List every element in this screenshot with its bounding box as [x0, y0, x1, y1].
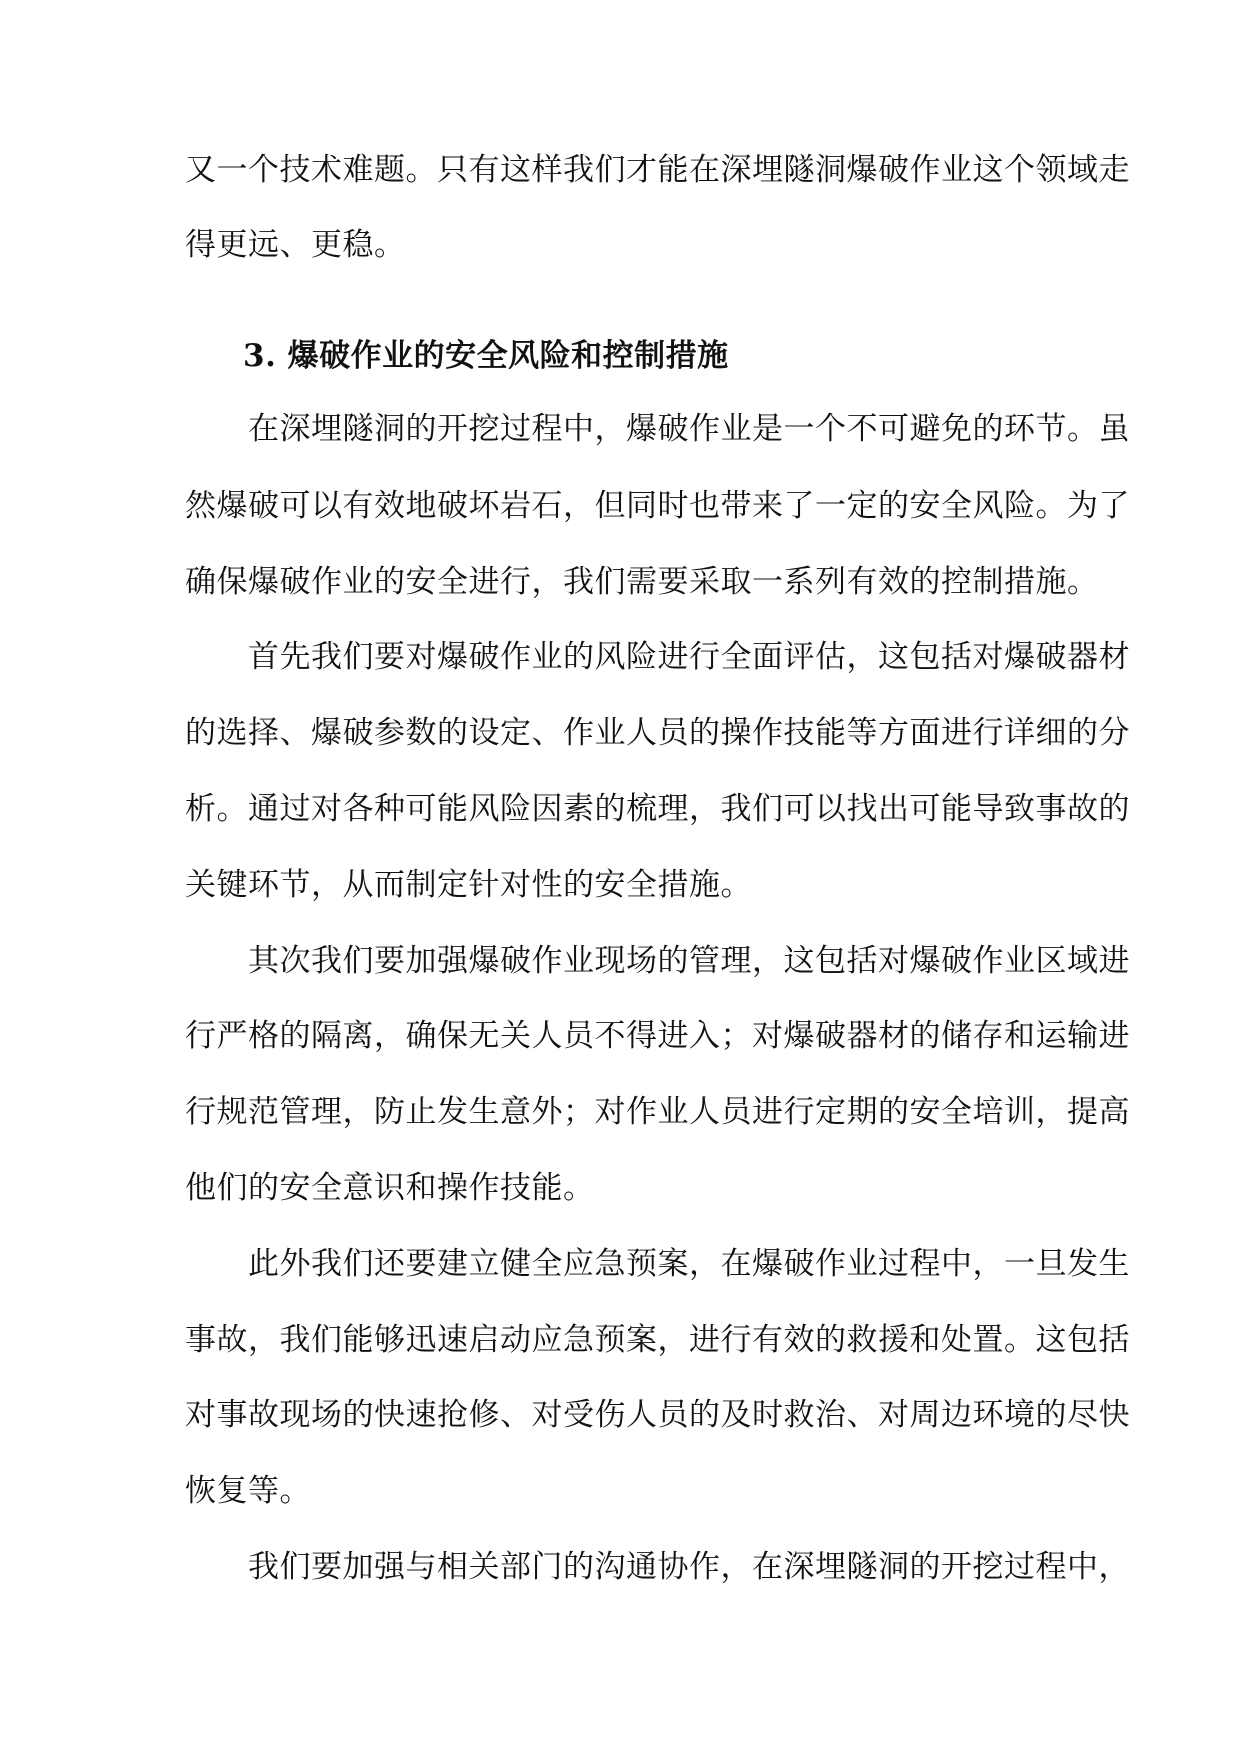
paragraph-line: 恢复等。: [185, 1473, 311, 1509]
paragraph-line: 关键环节，从而制定针对性的安全措施。: [185, 867, 752, 903]
paragraph-line: 确保爆破作业的安全进行，我们需要采取一系列有效的控制措施。: [185, 564, 1099, 600]
paragraph-line: 析。通过对各种可能风险因素的梳理，我们可以找出可能导致事故的: [185, 791, 1130, 827]
paragraph-line: 然爆破可以有效地破坏岩石，但同时也带来了一定的安全风险。为了: [185, 488, 1130, 524]
paragraph-line: 又一个技术难题。只有这样我们才能在深埋隧洞爆破作业这个领域走: [185, 152, 1130, 188]
paragraph-line: 事故，我们能够迅速启动应急预案，进行有效的救援和处置。这包括: [185, 1322, 1130, 1358]
paragraph-line: 在深埋隧洞的开挖过程中，爆破作业是一个不可避免的环节。虽: [248, 411, 1130, 447]
paragraph-line: 的选择、爆破参数的设定、作业人员的操作技能等方面进行详细的分: [185, 715, 1130, 751]
paragraph-line: 行严格的隔离，确保无关人员不得进入；对爆破器材的储存和运输进: [185, 1018, 1130, 1054]
paragraph-line: 其次我们要加强爆破作业现场的管理，这包括对爆破作业区域进: [248, 943, 1130, 979]
paragraph-line: 首先我们要对爆破作业的风险进行全面评估，这包括对爆破器材: [248, 639, 1130, 675]
paragraph-line: 此外我们还要建立健全应急预案，在爆破作业过程中，一旦发生: [248, 1246, 1130, 1282]
section-heading: 3. 爆破作业的安全风险和控制措施: [243, 338, 729, 374]
paragraph-line: 他们的安全意识和操作技能。: [185, 1170, 595, 1206]
paragraph-line: 对事故现场的快速抢修、对受伤人员的及时救治、对周边环境的尽快: [185, 1397, 1130, 1433]
paragraph-line: 得更远、更稳。: [185, 227, 406, 263]
paragraph-line: 我们要加强与相关部门的沟通协作，在深埋隧洞的开挖过程中，: [248, 1549, 1130, 1585]
paragraph-line: 行规范管理，防止发生意外；对作业人员进行定期的安全培训，提高: [185, 1094, 1130, 1130]
